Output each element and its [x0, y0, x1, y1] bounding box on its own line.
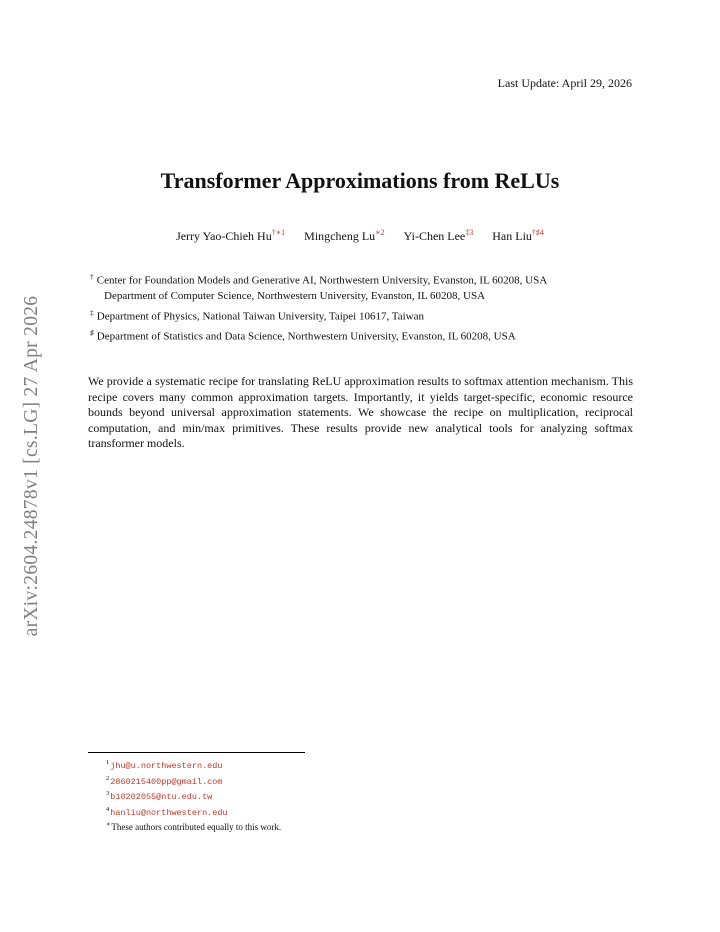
footnote: [106, 757, 281, 773]
author-name: Mingcheng Lu: [304, 229, 376, 243]
footnote-rule: [88, 752, 305, 753]
author-marks[interactable]: †♯4: [531, 228, 544, 237]
affiliation-text: Department of Computer Science, Northwestern University, Evanston, IL 60208, USA: [104, 290, 486, 303]
footnote-mark: 1: [106, 759, 110, 766]
affiliation: [90, 305, 650, 325]
footnote: [106, 773, 281, 789]
paper-title: Transformer Approximations from ReLUs: [160, 168, 560, 193]
author-marks[interactable]: †∗1: [271, 228, 286, 237]
author: [492, 229, 544, 243]
footnote-email-link[interactable]: jhu@u.northwestern.edu: [110, 761, 223, 771]
affiliation-text: Department of Statistics and Data Science, Northwestern University, Evanston, IL 60208, USA: [96, 330, 516, 343]
footnote: [106, 804, 281, 820]
author-name: Jerry Yao-Chieh Hu: [176, 229, 272, 243]
footnote: [106, 819, 281, 834]
affiliation: [90, 269, 650, 289]
last-update: Last Update: April 29, 2026: [497, 76, 632, 90]
arxiv-stamp[interactable]: arXiv:2604.24878v1 [cs.LG] 27 Apr 2026: [21, 295, 42, 637]
affiliation-mark: ‡: [90, 307, 94, 317]
footnote-text: These authors contributed equally to this work.: [111, 822, 282, 833]
abstract: We provide a systematic recipe for translating ReLU approximation results to softmax attention mechanism. This recipe covers many common approximation targets. Importantly, it yields target-specific, economic resource bounds beyond universal approximation statements. We showcase the recipe on multiplication, reciprocal computation, and min/max primitives. These results provide new analytical tools for analyzing softmax transformer models.: [88, 374, 633, 451]
footnote: [106, 788, 281, 804]
footnote-mark: 4: [106, 805, 110, 813]
author-name: Han Liu: [492, 229, 532, 243]
footnote-email-link[interactable]: 2860215400pp@gmail.com: [110, 776, 223, 787]
author-name: Yi-Chen Lee: [403, 229, 466, 243]
footnote-mark: 2: [106, 774, 110, 782]
footnote-mark: 3: [106, 790, 110, 798]
affiliation: [90, 289, 650, 305]
affiliation-text: Department of Physics, National Taiwan University, Taipei 10617, Taiwan: [96, 310, 424, 323]
footnote-email-link[interactable]: b10202055@ntu.edu.tw: [110, 792, 213, 803]
footnotes: [106, 757, 281, 834]
affiliation-text: Center for Foundation Models and Generative AI, Northwestern University, Evanston, IL 60208, USA: [96, 274, 548, 287]
author-marks[interactable]: ‡3: [465, 228, 474, 237]
author-list: [0, 228, 720, 244]
affiliations: [90, 269, 650, 345]
affiliation-mark: †: [90, 272, 94, 281]
author: [176, 229, 285, 243]
footnote-email-link[interactable]: hanliu@northwestern.edu: [110, 807, 228, 818]
author: [404, 229, 474, 243]
author-marks[interactable]: ∗2: [375, 228, 385, 237]
footnote-mark: ∗: [106, 821, 111, 829]
affiliation-mark: ♯: [90, 327, 94, 337]
author: [304, 229, 384, 243]
affiliation: [90, 325, 650, 345]
